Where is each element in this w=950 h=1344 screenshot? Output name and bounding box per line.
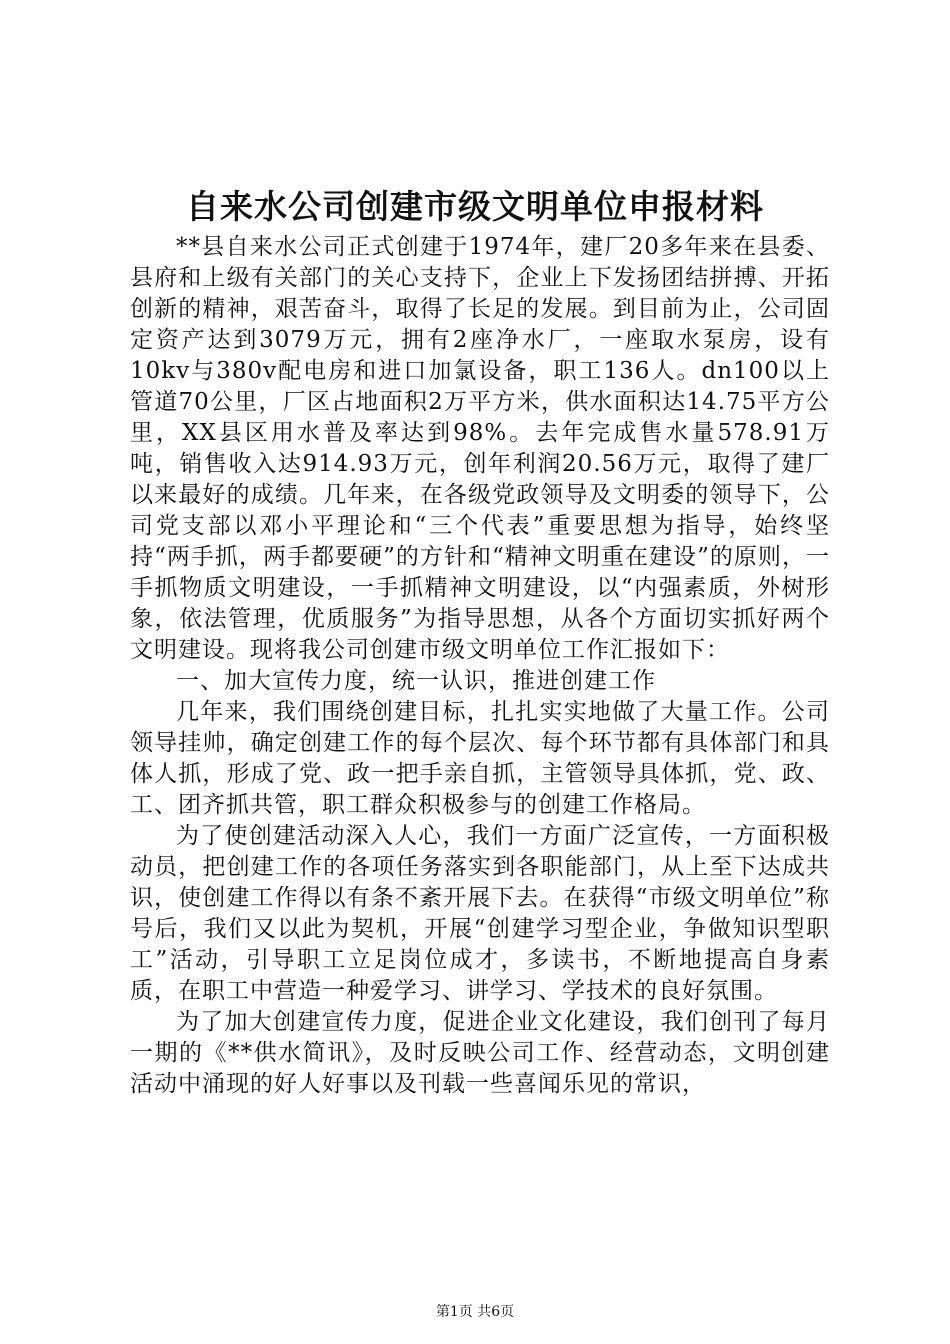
document-title: 自来水公司创建市级文明单位申报材料 xyxy=(186,187,764,226)
document-body xyxy=(130,232,830,1100)
paragraph-intro: **县自来水公司正式创建于1974年，建厂20多年来在县委、县府和上级有关部门的关心支持下，企业上下发扬团结拼搏、开拓创新的精神，艰苦奋斗，取得了长足的发展。到目前为止，公司固定资产达到3079万元，拥有2座净水厂，一座取水泵房，设有10kv与380v配电房和进口加氯设备，职工136人。dn100以上管道70公里，厂区占地面积2万平方米，供水面积达14.75平方公里，XX县区用水普及率达到98%。去年完成售水量578.91万吨，销售收入达914.93万元，创年利润20.56万元，取得了建厂以来最好的成绩。几年来，在各级党政领导及文明委的领导下，公司党支部以邓小平理论和“三个代表”重要思想为指导，始终坚持“两手抓，两手都要硬”的方针和“精神文明重在建设”的原则，一手抓物质文明建设，一手抓精神文明建设，以“内强素质，外树形象，依法管理，优质服务”为指导思想，从各个方面切实抓好两个文明建设。现将我公司创建市级文明单位工作汇报如下： xyxy=(130,234,830,663)
paragraph-2: 几年来，我们围绕创建目标，扎扎实实地做了大量工作。公司领导挂帅，确定创建工作的每个层次、每个环节都有具体部门和具体人抓，形成了党、政一把手亲自抓，主管领导具体抓，党、政、工、团齐抓共管，职工群众积极参与的创建工作格局。 xyxy=(130,699,830,818)
paragraph-3: 为了使创建活动深入人心，我们一方面广泛宣传，一方面积极动员，把创建工作的各项任务落实到各职能部门，从上至下达成共识，使创建工作得以有条不紊开展下去。在获得“市级文明单位”称号后，我们又以此为契机，开展“创建学习型企业，争做知识型职工”活动，引导职工立足岗位成才，多读书，不断地提高自身素质，在职工中营造一种爱学习、讲学习、学技术的良好氛围。 xyxy=(130,823,830,1004)
section-heading-1: 一、加大宣传力度，统一认识，推进创建工作 xyxy=(176,668,656,694)
paragraph-4: 为了加大创建宣传力度，促进企业文化建设，我们创刊了每月一期的《**供水简讯》，及时反映公司工作、经营动态，文明创建活动中涌现的好人好事以及刊载一些喜闻乐见的常识， xyxy=(130,1009,830,1097)
page-number-footer: 第1页 共6页 xyxy=(435,1304,515,1320)
